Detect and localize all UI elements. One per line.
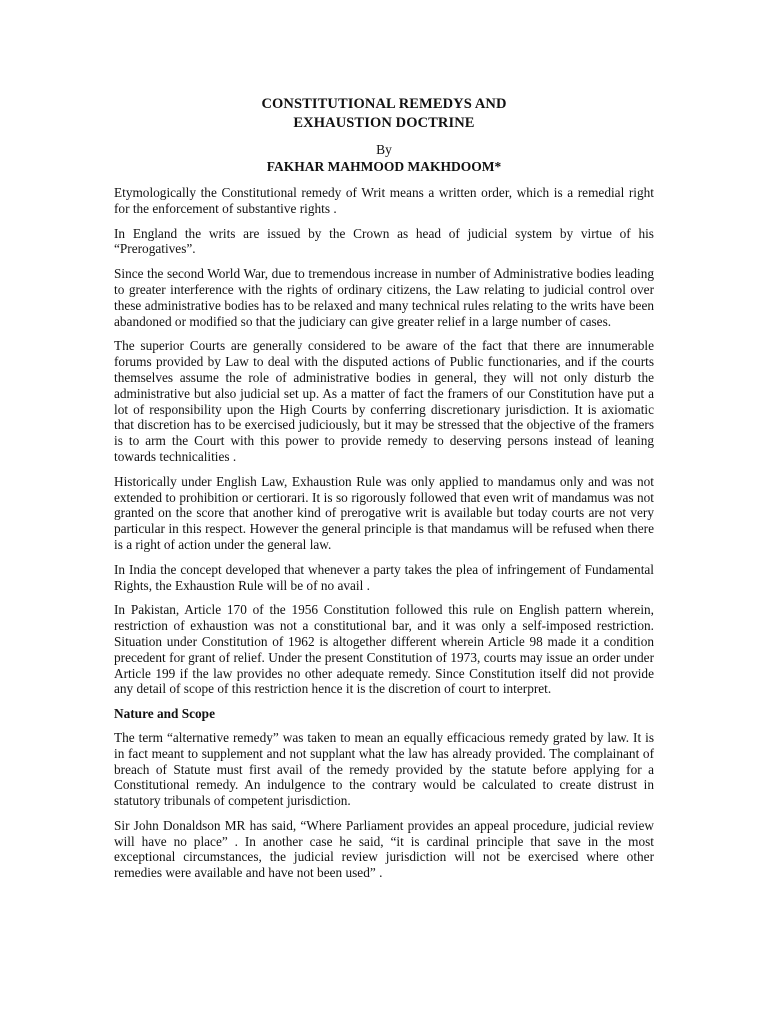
paragraph-alternative-remedy: The term “alternative remedy” was taken to mean an equally efficacious remedy grated by law. It is in fact meant to supplement and not supplant what the law has already provided. The complainant of breach of Statute must first avail of the remedy provided by the statute before applying for a Constitutional remedy. An indulgence to the contrary would be calculated to create distrust in statutory tribunals of competent jurisdiction. (114, 729, 654, 809)
paragraph-etymology: Etymologically the Constitutional remedy of Writ means a written order, which is a remedial right for the enforcement of substantive rights . (114, 185, 654, 216)
document-title-line-1: CONSTITUTIONAL REMEDYS AND (261, 96, 507, 112)
paragraph-superior-courts: The superior Courts are generally considered to be aware of the fact that there are innumerable forums provided by Law to deal with the disputed actions of Public functionaries, and if the courts themselves assume the role of administrative bodies in general, they will not only disturb the administrative but also judicial set up. As a matter of fact the framers of our Constitution have put a lot of responsibility upon the High Courts by conferring discretionary jurisdiction. It is axiomatic that discretion has to be exercised judiciously, but it may be stressed that the objective of the framers is to arm the Court with this power to provide remedy to deserving persons instead of leaning towards technicalities . (114, 338, 654, 464)
paragraph-world-war: Since the second World War, due to tremendous increase in number of Administrative bodies leading to greater interference with the rights of ordinary citizens, the Law relating to judicial control over these administrative bodies has to be relaxed and many technical rules relating to the writs have been abandoned or modified so that the judiciary can give greater relief in a large number of cases. (114, 266, 654, 329)
paragraph-england: In England the writs are issued by the Crown as head of judicial system by virtue of his “Prerogatives”. (114, 225, 654, 257)
document-title-line-2: EXHAUSTION DOCTRINE (293, 115, 475, 131)
paragraph-pakistan: In Pakistan, Article 170 of the 1956 Constitution followed this rule on English pattern wherein, restriction of exhaustion was not a constitutional bar, and it was only a self-imposed restriction. Situation under Constitution of 1962 is altogether different wherein Article 98 made it a condition precedent for grant of relief. Under the present Constitution of 1973, courts may issue an order under Article 199 if the law provides no other adequate remedy. Since Constitution itself did not provide any detail of scope of this restriction hence it is the discretion of court to interpret. (114, 602, 654, 697)
section-heading-nature-scope: Nature and Scope (114, 706, 215, 722)
paragraph-english-law: Historically under English Law, Exhaustion Rule was only applied to mandamus only and was not extended to prohibition or certiorari. It is so rigorously followed that even writ of mandamus was not granted on the score that another kind of prerogative writ is available but today courts are not very particular in this respect. However the general principle is that mandamus will be refused when there is a right of action under the general law. (114, 473, 654, 552)
paragraph-donaldson: Sir John Donaldson MR has said, “Where Parliament provides an appeal procedure, judicial review will have no place” . In another case he said, “it is cardinal principle that save in the most exceptional circumstances, the judicial review jurisdiction will not be exercised where other remedies were available and have not been used” . (114, 817, 654, 881)
byline-label: By (376, 142, 392, 157)
author-name: FAKHAR MAHMOOD MAKHDOOM* (266, 159, 502, 174)
paragraph-india: In India the concept developed that whenever a party takes the plea of infringement of Fundamental Rights, the Exhaustion Rule will be of no avail . (114, 561, 654, 593)
